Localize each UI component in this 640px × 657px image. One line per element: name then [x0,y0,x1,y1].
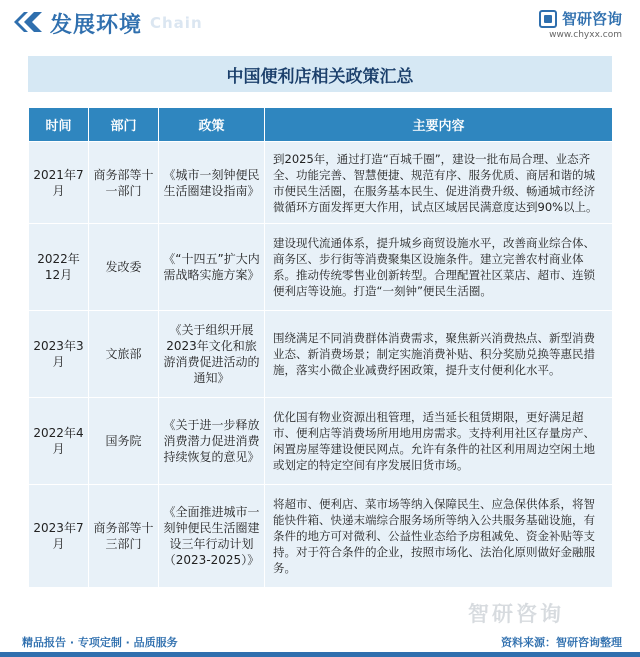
table-title: 中国便利店相关政策汇总 [226,66,414,87]
watermark: 智研咨询 [468,602,564,626]
section-title: 发展环境 [50,13,143,38]
table-title-band [28,56,612,92]
cell-time: 2022年12月 [29,224,89,311]
section-title-en: Chain [150,14,203,32]
column-header-time: 时间 [29,108,89,142]
footer-tagline: 精品报告 · 专项定制 · 品质服务 [22,636,178,649]
cell-time: 2023年3月 [29,311,89,398]
table-row [29,224,613,311]
column-header-content: 主要内容 [265,108,613,142]
cell-content: 建设现代流通体系，提升城乡商贸设施水平，改善商业综合体、商务区、步行街等消费聚集区设施条件。建立完善农村商业体系。推动传统零售业创新转型。合理配置社区菜店、超市、连锁便利店等设施。打造“一刻钟”便民生活圈。 [265,224,613,311]
cell-content: 到2025年，通过打造“百城千圈”，建设一批布局合理、业态齐全、功能完善、智慧便捷、规范有序、服务优质、商居和谐的城市便民生活圈，在服务基本民生、促进消费升级、畅通城市经济微循环方面发挥更大作用，试点区域居民满意度达到90%以上。 [265,142,613,224]
cell-policy: 《城市一刻钟便民生活圈建设指南》 [159,142,265,224]
cell-content: 围绕满足不同消费群体消费需求，聚焦新兴消费热点、新型消费业态、新消费场景；制定实施消费补贴、积分奖励兑换等惠民措施，落实小微企业减费纾困政策，提升支付便利化水平。 [265,311,613,398]
footer-source: 资料来源：智研咨询整理 [501,636,622,649]
footer-bar [0,652,640,657]
double-chevron-icon [14,12,44,32]
cell-time: 2022年4月 [29,398,89,485]
table-row [29,398,613,485]
cell-content: 优化国有物业资源出租管理，适当延长租赁期限，更好满足超市、便利店等消费场所用地用房需求。支持利用社区存量房产、闲置房屋等建设便民网点。允许有条件的社区利用周边空闲土地或划定的特定空间有序发展旧货市场。 [265,398,613,485]
policy-table [28,107,613,588]
table-row [29,311,613,398]
cell-policy: 《关于进一步释放消费潜力促进消费持续恢复的意见》 [159,398,265,485]
column-header-dept: 部门 [89,108,159,142]
cell-policy: 《“十四五”扩大内需战略实施方案》 [159,224,265,311]
brand-name: 智研咨询 [561,10,622,28]
table-row [29,485,613,588]
cell-time: 2023年7月 [29,485,89,588]
column-header-policy: 政策 [159,108,265,142]
cell-time: 2021年7月 [29,142,89,224]
cell-policy: 《全面推进城市一刻钟便民生活圈建设三年行动计划（2023-2025）》 [159,485,265,588]
brand-logo-icon [539,10,557,28]
cell-dept: 文旅部 [89,311,159,398]
brand [539,8,622,29]
brand-url: www.chyxx.com [549,30,622,40]
table-row [29,142,613,224]
table-header-row [29,108,613,142]
cell-dept: 商务部等十三部门 [89,485,159,588]
cell-policy: 《关于组织开展2023年文化和旅游消费促进活动的通知》 [159,311,265,398]
cell-dept: 发改委 [89,224,159,311]
cell-content: 将超市、便利店、菜市场等纳入保障民生、应急保供体系，将智能快件箱、快递末端综合服务场所等纳入公共服务基础设施，有条件的地方可对微利、公益性业态给予房租减免、资金补贴等支持。对于符合条件的企业，按照市场化、法治化原则做好金融服务。 [265,485,613,588]
cell-dept: 商务部等十一部门 [89,142,159,224]
cell-dept: 国务院 [89,398,159,485]
page-header [0,0,640,44]
